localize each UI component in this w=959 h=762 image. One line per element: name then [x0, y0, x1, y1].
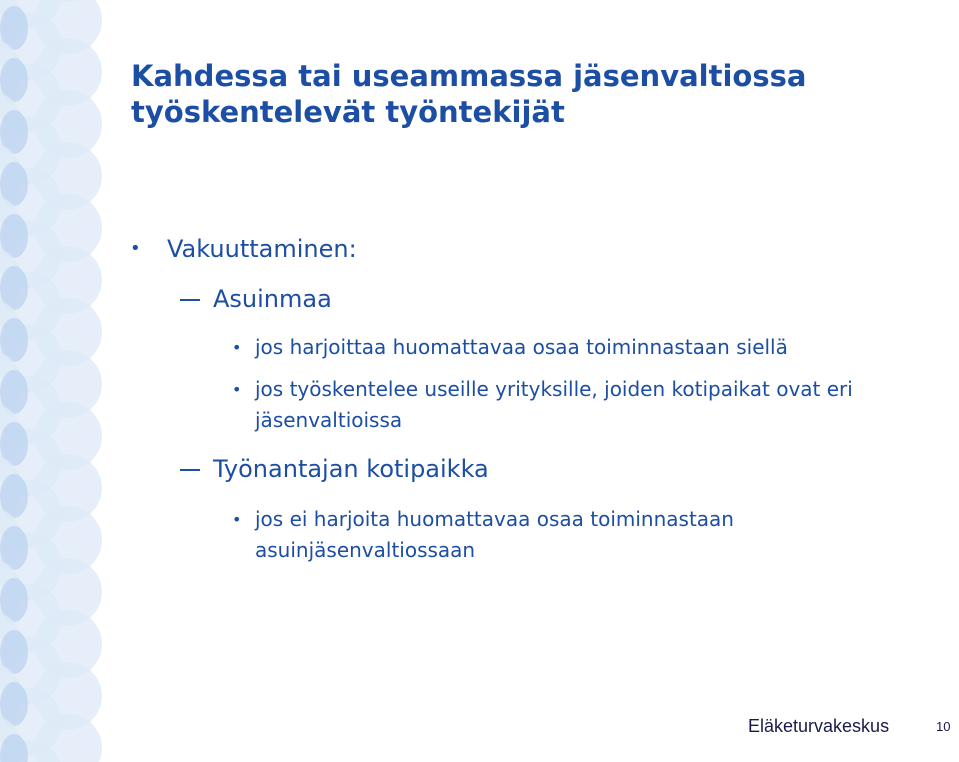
subbullet-text: Asuinmaa [213, 285, 332, 313]
detail-text: jos työskentelee useille yrityksille, joiden kotipaikat ovat eri jäsenvaltioissa [255, 377, 853, 432]
page-number: 10 [936, 719, 951, 734]
bullet-text: Vakuuttaminen: [167, 235, 357, 263]
bullet-marker: • [232, 338, 242, 357]
bullet-marker: • [232, 380, 242, 399]
detail-text: jos harjoittaa huomattavaa osaa toiminnastaan siellä [255, 335, 788, 359]
footer-brand: Eläketurvakeskus [748, 716, 890, 736]
slide-title [131, 58, 931, 130]
slide-title-line-2: työskentelevät työntekijät [131, 95, 565, 129]
slide-title-line-1: Kahdessa tai useammassa jäsenvaltiossa [131, 59, 807, 93]
bullet-marker: • [130, 238, 141, 259]
dash-marker [180, 469, 200, 471]
decorative-circle-pattern [0, 0, 120, 762]
detail-text: jos ei harjoita huomattavaa osaa toiminnastaan asuinjäsenvaltiossaan [255, 507, 734, 562]
dash-marker [180, 299, 200, 301]
bullet-marker: • [232, 510, 242, 529]
subbullet-text: Työnantajan kotipaikka [213, 455, 489, 483]
